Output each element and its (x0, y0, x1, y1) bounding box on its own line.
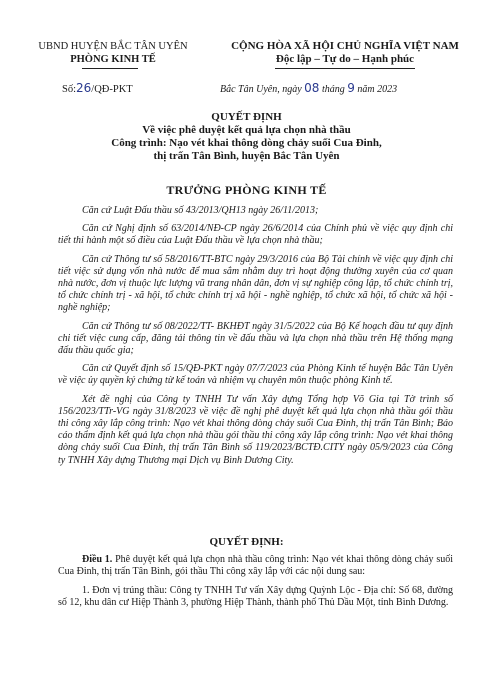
doc-number-handwritten: 26 (76, 81, 92, 95)
preamble-item: Căn cứ Thông tư số 08/2022/TT- BKHĐT ngày 31/5/2022 của Bộ Kế hoạch đầu tư quy định chi tiết việc cung cấp, đăng tải thông tin về đấu thầu và lựa chọn nhà thầu trên Hệ thống mạng đấu thầu quốc gia; (58, 320, 453, 357)
article-1-text: Phê duyệt kết quả lựa chọn nhà thầu công trình: Nạo vét khai thông dòng chảy suối Cua Đinh, thị trấn Tân Bình, gói thầu Thi công xây lắp với các nội dung sau: (58, 554, 454, 578)
article-1 (58, 554, 453, 579)
preamble-item: Căn cứ Quyết định số 15/QĐ-PKT ngày 07/7/2023 của Phòng Kinh tế huyện Bắc Tân Uyên về việc ủy quyền ký chứng từ kế toán và nhiệm vụ chuyên môn thuộc phòng Kinh tế. (58, 363, 453, 387)
doc-number-prefix: Số: (62, 84, 77, 95)
national-title: CỘNG HÒA XÃ HỘI CHỦ NGHĨA VIỆT NAM (231, 40, 459, 52)
title-line-4: thị trấn Tân Bình, huyện Bắc Tân Uyên (153, 150, 340, 162)
department-name: PHÒNG KINH TẾ (70, 54, 156, 65)
national-motto: Độc lập – Tự do – Hạnh phúc (275, 53, 415, 65)
preamble (58, 205, 453, 473)
date-month-handwritten: 9 (347, 81, 355, 95)
issuing-authority-header (18, 40, 208, 66)
date-place: Bắc Tân Uyên, ngày (220, 84, 302, 95)
document-number (62, 81, 133, 95)
doc-number-suffix: /QĐ-PKT (91, 84, 133, 95)
decision-body (58, 554, 453, 616)
national-header (210, 40, 480, 66)
decision-title (60, 111, 433, 163)
left-header-rule (82, 68, 138, 69)
title-line-3: Công trình: Nạo vét khai thông dòng chảy suối Cua Đinh, (111, 137, 382, 149)
article-1-label: Điều 1. (82, 554, 113, 565)
decision-heading: QUYẾT ĐỊNH: (209, 536, 284, 548)
preamble-item: Căn cứ Nghị định số 63/2014/NĐ-CP ngày 26/6/2014 của Chính phủ về việc quy định chi tiết thi hành một số điều của Luật Đấu thầu về lựa chọn nhà thầu; (58, 223, 453, 247)
preamble-item: Căn cứ Thông tư số 58/2016/TT-BTC ngày 29/3/2016 của Bộ Tài chính về việc quy định chi tiết việc sử dụng vốn nhà nước để mua sắm nhằm duy trì hoạt động thường xuyên của cơ quan nhà nước, đơn vị thuộc lực lượng vũ trang nhân dân, đơn vị sự nghiệp công lập, tổ chức chính trị, tổ chức chính trị - xã hội, tổ chức chính trị xã hội - nghề nghiệp, tổ chức xã hội, tổ chức xã hội - nghề nghiệp; (58, 253, 453, 314)
document-date (220, 81, 397, 95)
date-year: năm 2023 (357, 84, 398, 95)
date-day-handwritten: 08 (304, 81, 320, 95)
district-name: UBND HUYỆN BẮC TÂN UYÊN (38, 41, 188, 52)
article-1-item-1: 1. Đơn vị trúng thầu: Công ty TNHH Tư vấn Xây dựng Quỳnh Lộc - Địa chỉ: Số 68, đường số 12, khu dân cư Hiệp Thành 3, phường Hiệp Thành, thành phố Thủ Dầu Một, tỉnh Bình Dương. (58, 584, 453, 609)
authority-heading: TRƯỞNG PHÒNG KINH TẾ (166, 183, 327, 197)
preamble-item: Căn cứ Luật Đấu thầu số 43/2013/QH13 ngày 26/11/2013; (82, 205, 319, 216)
preamble-item: Xét đề nghị của Công ty TNHH Tư vấn Xây dựng Tổng hợp Võ Gia tại Tờ trình số 156/2023/TTr-VG ngày 31/8/2023 về việc đề nghị phê duyệt kết quả lựa chọn nhà thầu gói thầu thi công xây lắp công trình: Nạo vét khai thông dòng chảy suối Cua Đinh, thị trấn Tân Bình; Báo cáo thẩm định kết quả lựa chọn nhà thầu gói thầu thi công xây lắp công trình: Nạo vét khai thông dòng chảy suối Cua Đinh, thị trấn Tân Bình số 119/2023/BCTĐ.CITY ngày 05/9/2023 của Công ty TNHH Xây dựng Thương mại Dịch vụ Bình Dương City. (58, 393, 453, 466)
title-line-2: Về việc phê duyệt kết quả lựa chọn nhà thầu (142, 124, 351, 136)
title-line-1: QUYẾT ĐỊNH (211, 111, 282, 123)
date-month-label: tháng (321, 84, 345, 95)
right-header-rule (275, 68, 415, 69)
